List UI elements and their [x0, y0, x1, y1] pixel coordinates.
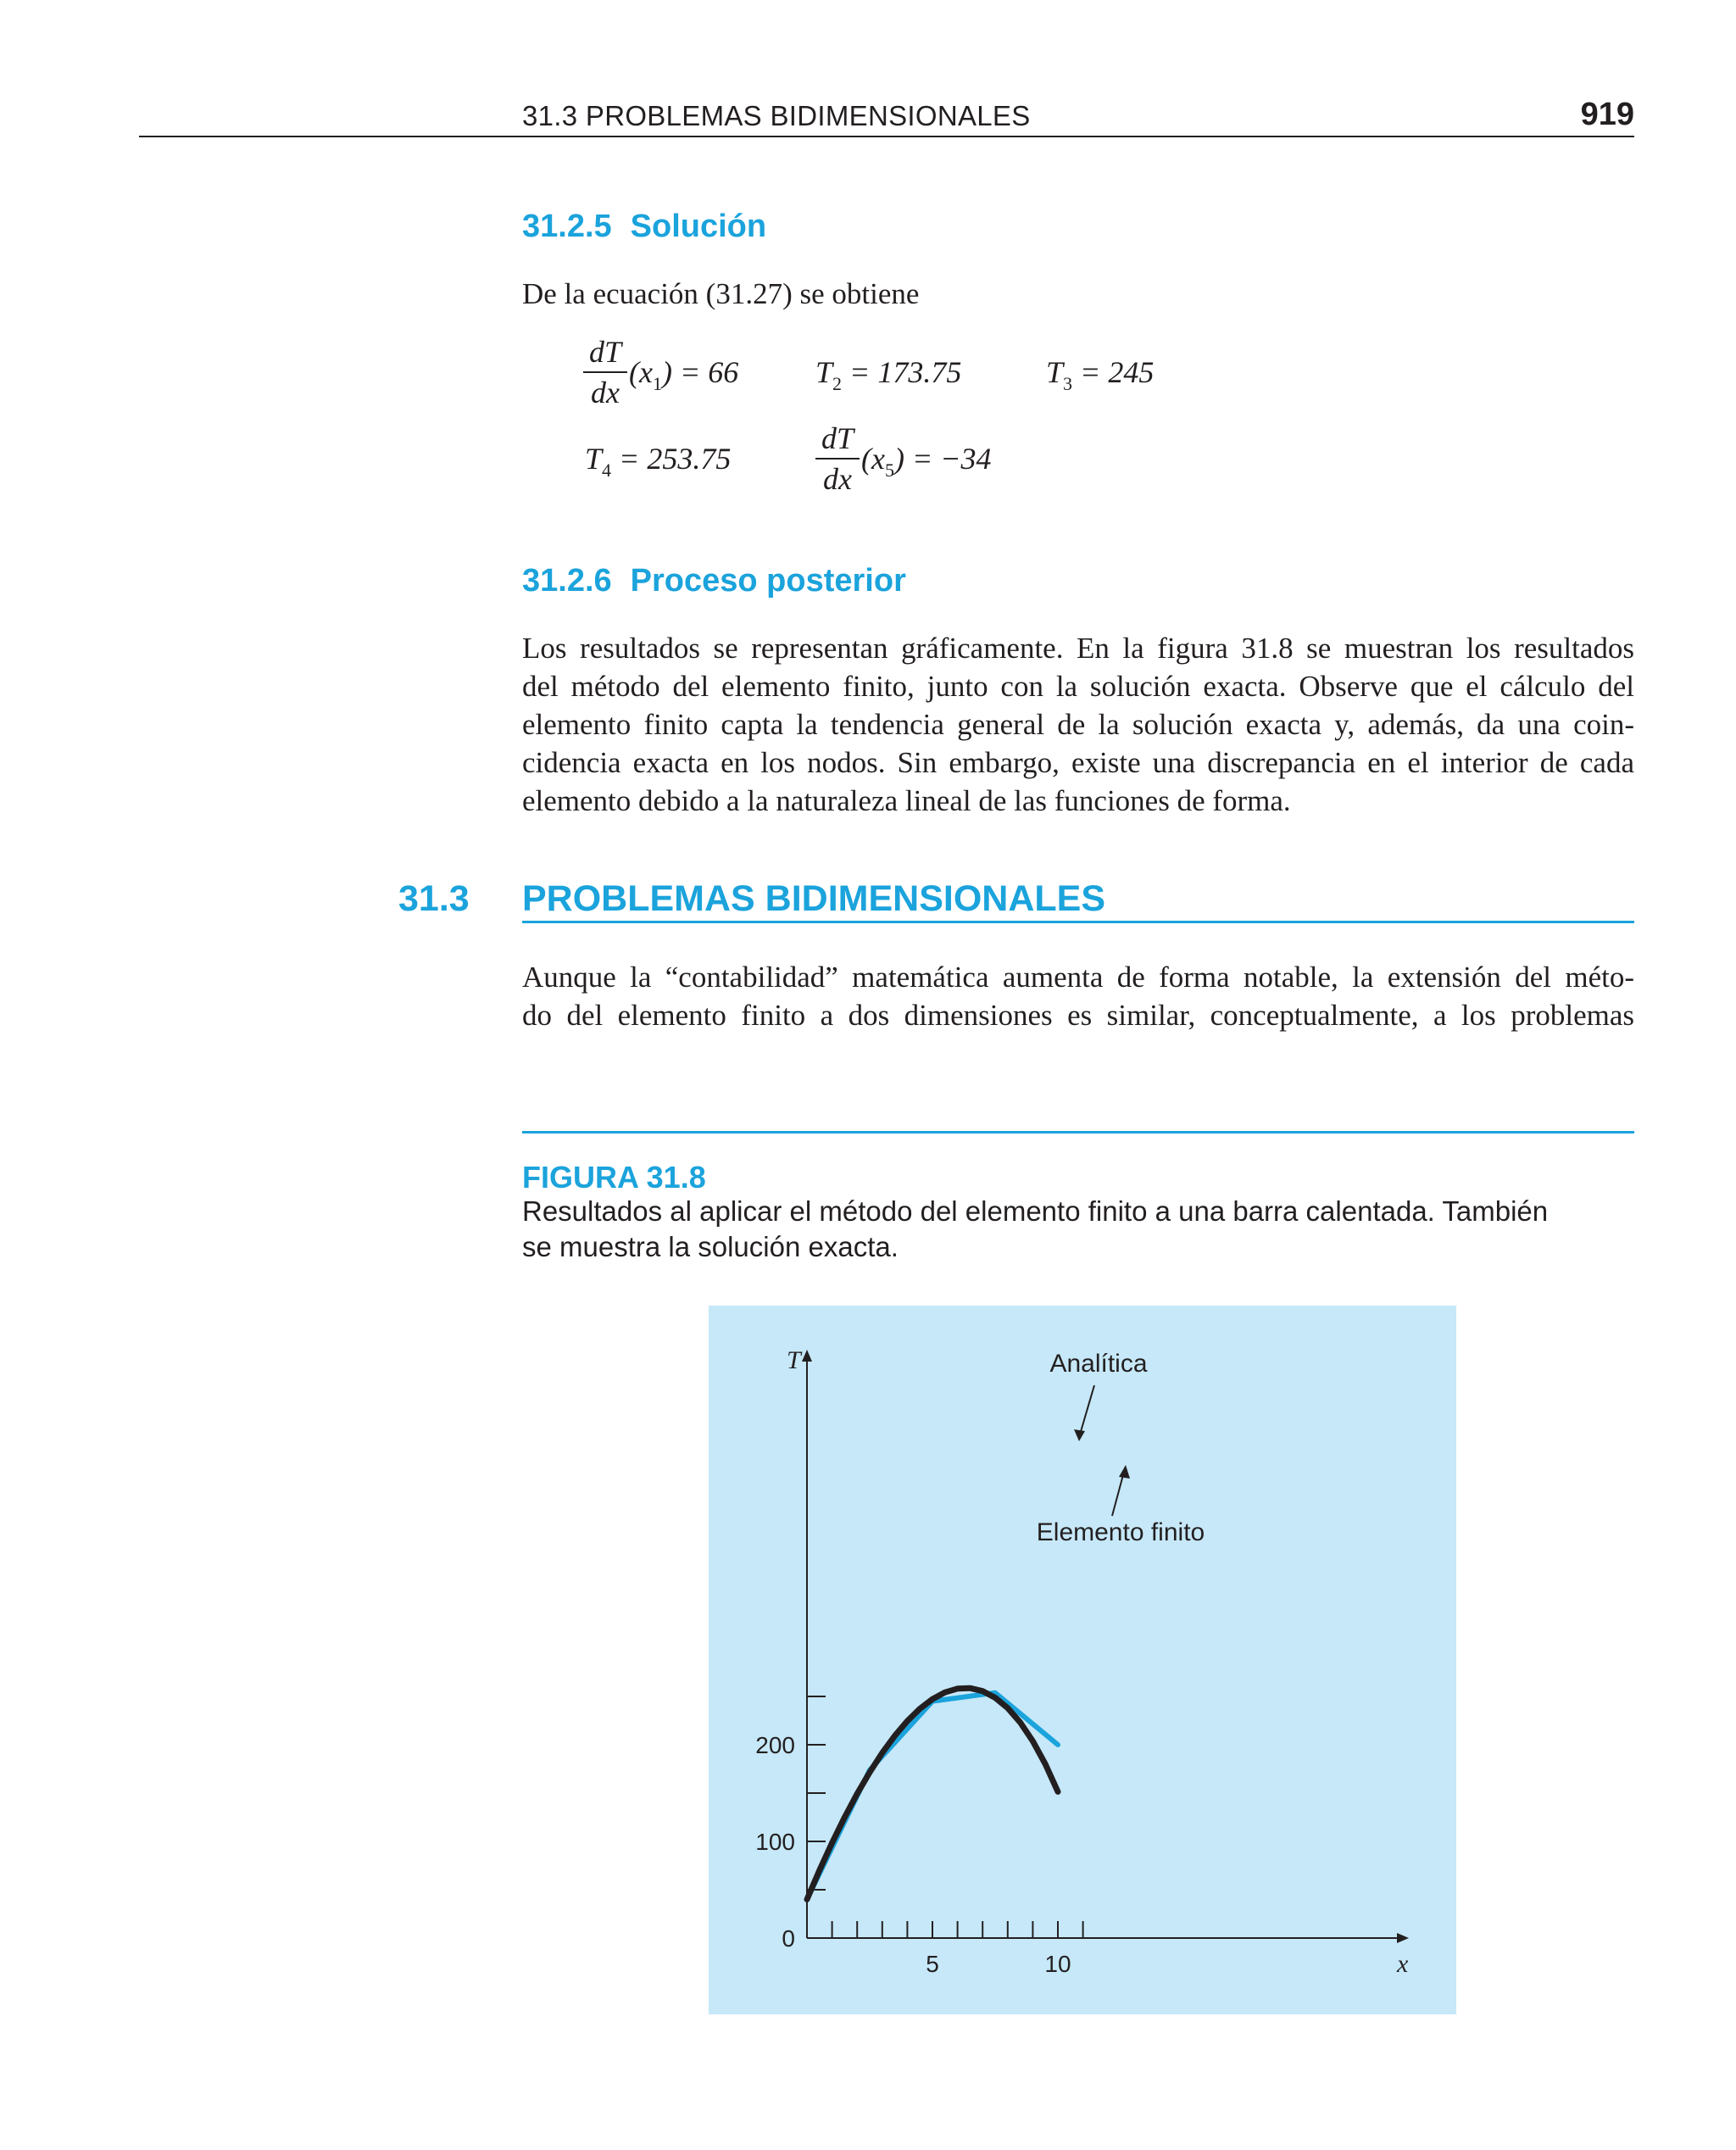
intro-sentence: De la ecuación (31.27) se obtiene: [522, 277, 920, 310]
y-axis-arrow: [802, 1350, 812, 1362]
subsection-title: Solución: [630, 209, 767, 244]
y-tick-label: 200: [755, 1732, 795, 1758]
section-number: 31.3: [398, 878, 470, 919]
equation-T3: $T_3 = 245$: [1046, 355, 1155, 394]
subsection-number: 31.2.6: [522, 563, 612, 599]
figure-chart-panel: [709, 1306, 1456, 2014]
y-axis-label: T: [787, 1346, 801, 1374]
paragraph-line: elemento finito capta la tendencia general de la solución exacta y, además, da una coin-: [522, 708, 1634, 741]
section-title: PROBLEMAS BIDIMENSIONALES: [522, 878, 1106, 919]
fraction-bar: [583, 371, 627, 373]
figure-label: FIGURA 31.8: [522, 1160, 706, 1195]
annotation-elemento-finito: Elemento finito: [1036, 1518, 1205, 1546]
section-rule: [522, 921, 1634, 923]
equation-T4: $T_4 = 253.75$: [585, 442, 732, 481]
x-tick-label: 10: [1044, 1951, 1071, 1977]
annotation-elemento-finito-leader: [1112, 1472, 1124, 1516]
figure-caption: Resultados al aplicar el método del elemento finito a una barra calentada. También se muestra la solución exacta.: [522, 1195, 1549, 1262]
y-tick-label: 0: [782, 1925, 795, 1952]
paragraph-line: Los resultados se representan gráficamente. En la figura 31.8 se muestran los resultados: [522, 632, 1634, 665]
page-number: 919: [1580, 97, 1634, 132]
subsection-heading-solucion: [522, 209, 766, 245]
fraction-denominator: dx: [823, 462, 852, 496]
paragraph-line: cidencia exacta en los nodos. Sin embargo, existe una discrepancia en el interior de cada: [522, 746, 1634, 779]
paragraph-proceso-posterior: [522, 629, 1634, 820]
annotation-analitica-arrowhead: [1074, 1429, 1085, 1441]
annotation-analitica: Analítica: [1049, 1350, 1148, 1378]
fraction-numerator: dT: [821, 421, 854, 455]
paragraph-line: Aunque la “contabilidad” matemática aumenta de forma notable, la extensión del méto-: [522, 961, 1634, 994]
equation-T2: $T_2 = 173.75$: [815, 355, 962, 394]
fraction-bar: [815, 458, 860, 460]
y-tick-label: 100: [755, 1829, 795, 1855]
annotation-analitica-leader: [1080, 1385, 1094, 1434]
analytic-solution-line: [807, 1688, 1058, 1899]
figure-rule: [522, 1131, 1634, 1133]
fraction-numerator: dT: [588, 335, 622, 369]
paragraph-bidimensionales: [522, 958, 1634, 1034]
derivative-fraction-2: [815, 421, 860, 497]
running-head: 31.3 PROBLEMAS BIDIMENSIONALES: [522, 100, 1031, 131]
subsection-heading-proceso-posterior: [522, 563, 906, 599]
equation-dTdx-x5: $(x_5) = -34$: [861, 442, 992, 481]
paragraph-line: do del elemento finito a dos dimensiones es similar, conceptualmente, a los problemas: [522, 999, 1634, 1032]
derivative-fraction-1: [583, 334, 627, 410]
paragraph-line: del método del elemento finito, junto con la solución exacta. Observe que el cálculo del: [522, 670, 1634, 703]
fraction-denominator: dx: [591, 376, 620, 409]
subsection-number: 31.2.5: [522, 209, 612, 244]
x-tick-label: 5: [926, 1951, 939, 1977]
header-rule: [139, 136, 1634, 137]
x-axis-arrow: [1397, 1933, 1409, 1943]
equation-dTdx-x1: $(x_1) = 66$: [629, 355, 739, 394]
annotation-elemento-finito-arrowhead: [1119, 1465, 1130, 1479]
x-axis-label: x: [1397, 1950, 1409, 1978]
subsection-title: Proceso posterior: [630, 563, 906, 599]
paragraph-line: elemento debido a la naturaleza lineal de las funciones de forma.: [522, 784, 1291, 817]
chart-svg: [709, 1306, 1456, 2014]
